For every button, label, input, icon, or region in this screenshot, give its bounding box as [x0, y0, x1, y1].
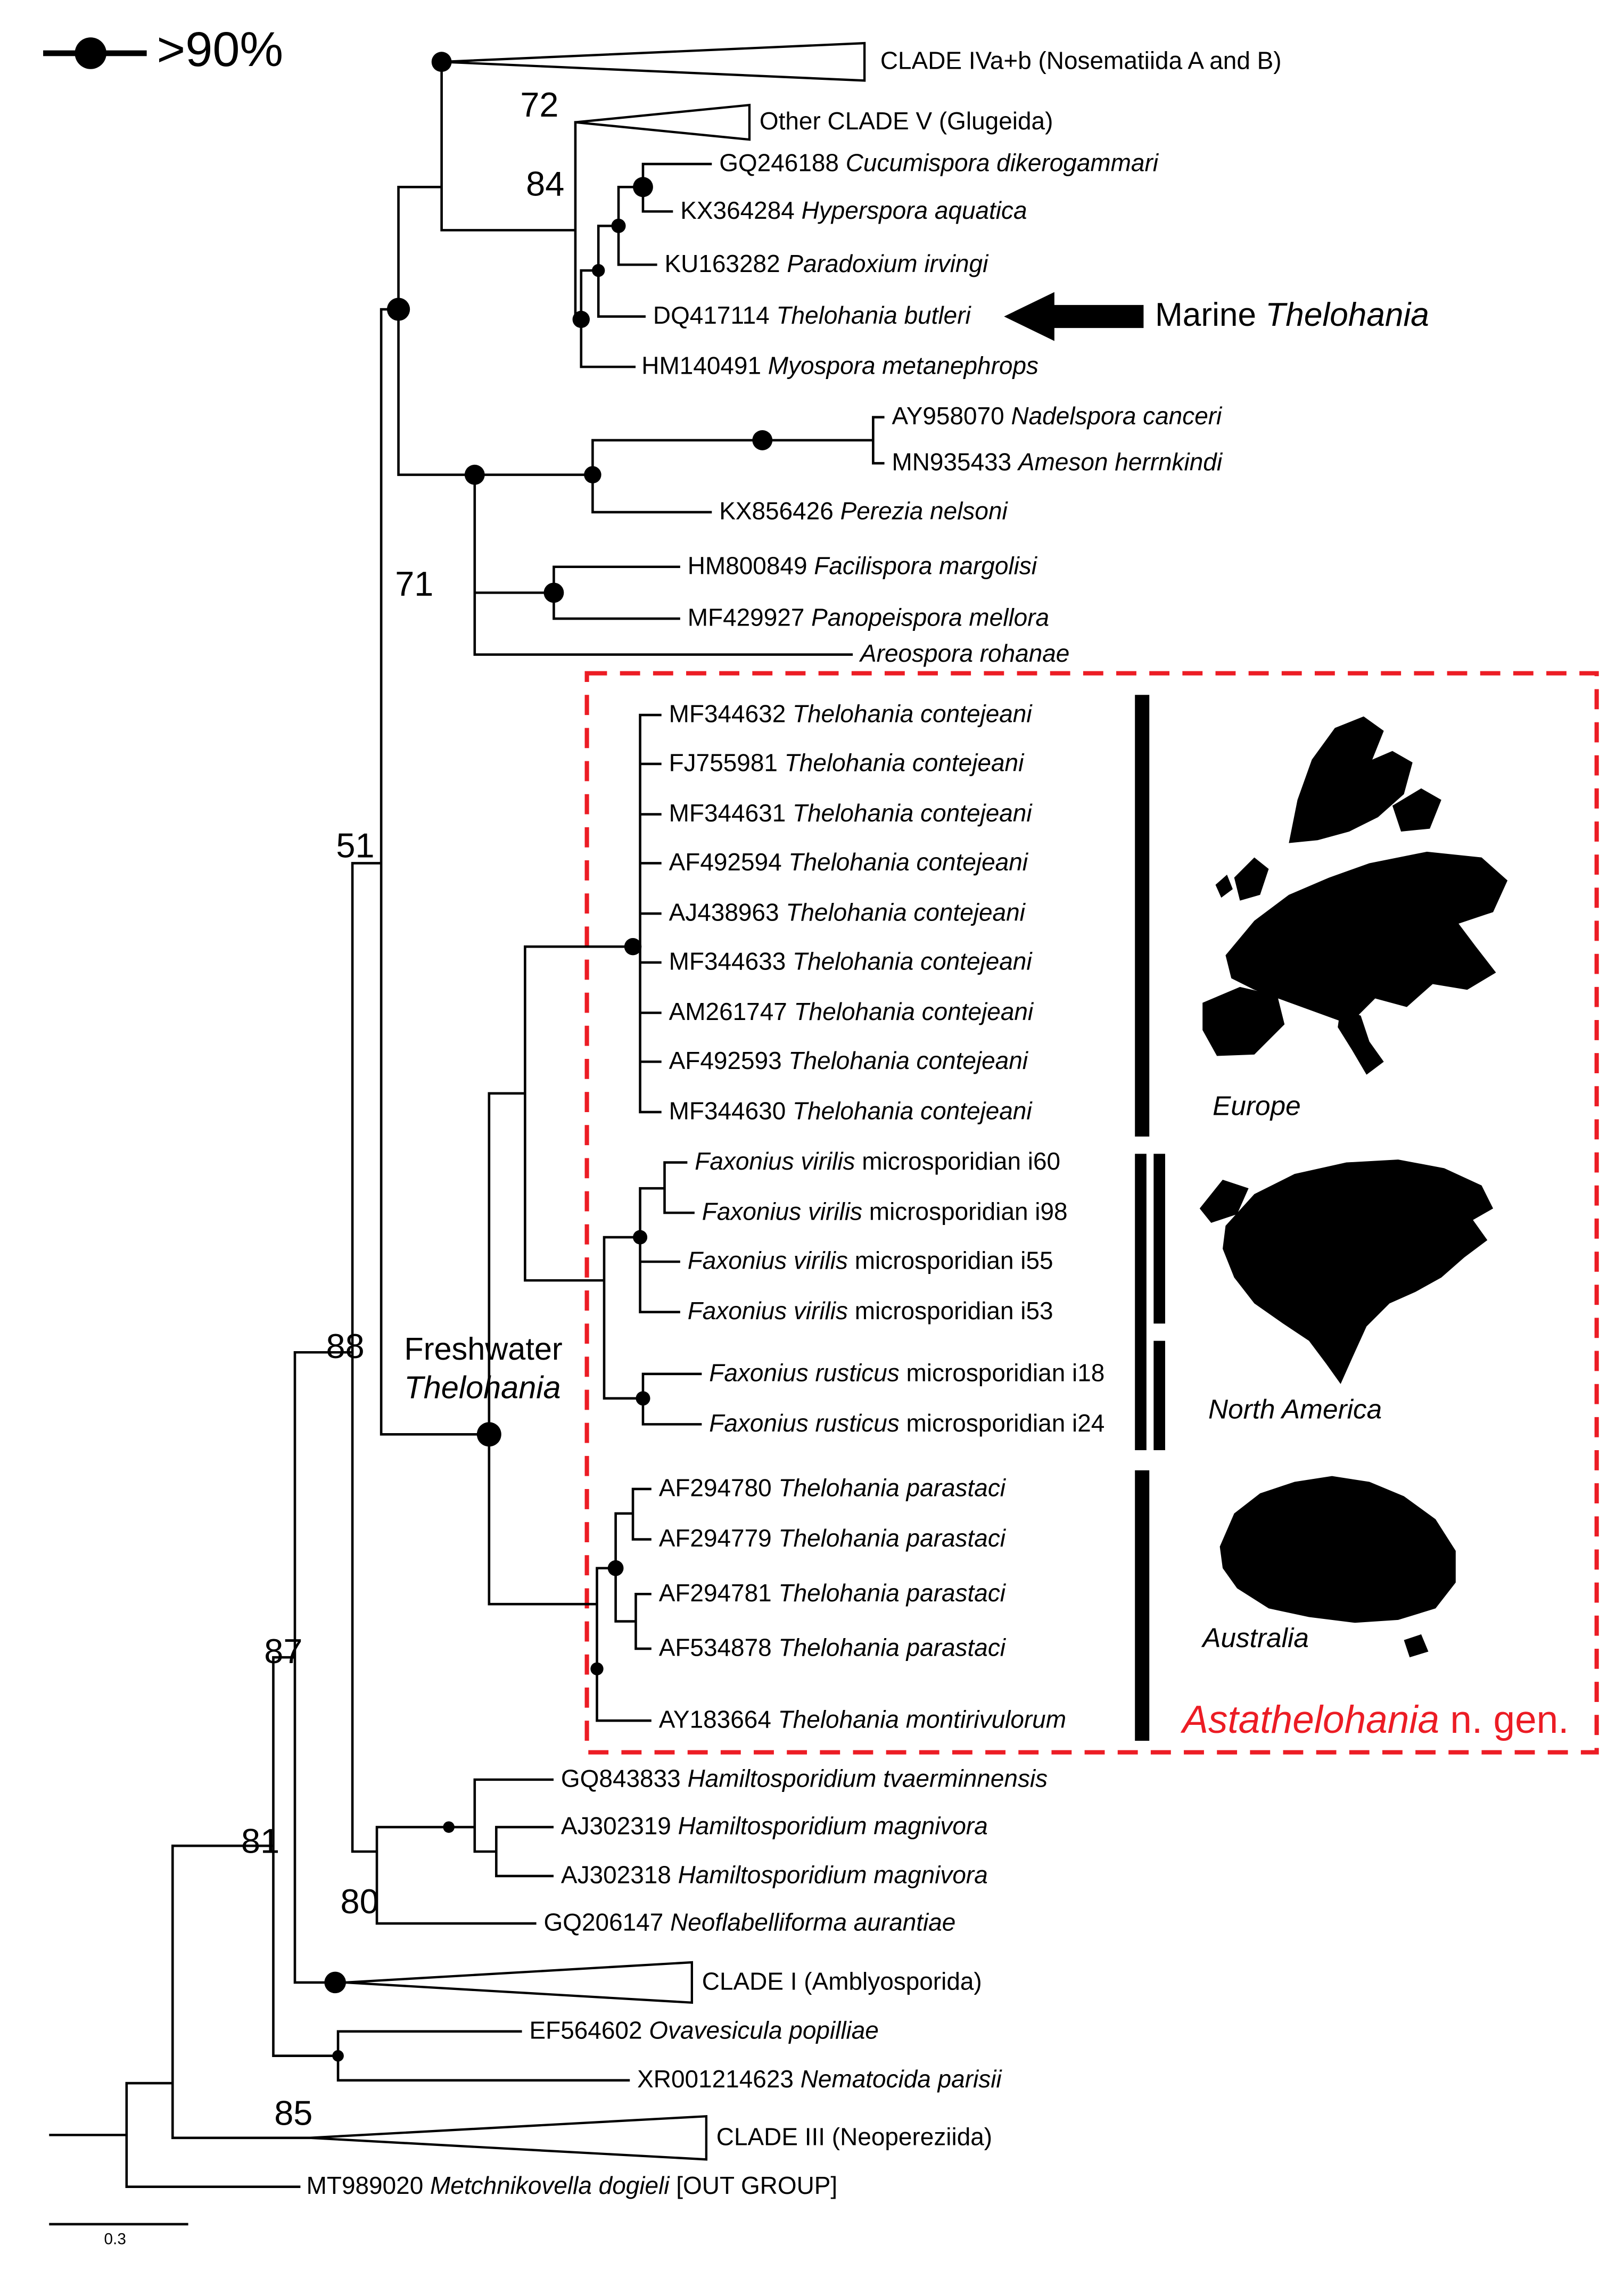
region-bars: [1135, 695, 1165, 1741]
tip-text-it: Thelohania contejeani: [794, 998, 1034, 1026]
tip-label: [669, 800, 1032, 829]
tip-text-it: Nematocida parisii: [800, 2066, 1002, 2093]
tip-text-pre: Other CLADE V (Glugeida): [759, 108, 1053, 136]
tip-text-it: Thelohania contejeani: [788, 1047, 1028, 1075]
tip-label: [892, 403, 1222, 432]
tip-text-it: Thelohania contejeani: [793, 800, 1032, 827]
tip-text-post: microsporidian i24: [899, 1410, 1105, 1437]
region-bar-virilis: [1153, 1154, 1165, 1323]
tip-text-it: Thelohania montirivulorum: [778, 1706, 1067, 1734]
freshwater-thelohania-label: [404, 1329, 562, 1407]
marine-thelohania-arrow-icon: [1004, 292, 1143, 341]
tip-label: [529, 2017, 878, 2046]
tip-text-pre: HM800849: [687, 552, 814, 580]
tip-label: [307, 2173, 838, 2201]
support-value: 72: [520, 86, 559, 126]
tree-branches: [51, 62, 884, 2224]
tip-text-it: Thelohania contejeani: [788, 849, 1028, 876]
tip-text-pre: MT989020: [306, 2172, 431, 2200]
tip-label: [719, 150, 1158, 178]
tip-label: [702, 1968, 982, 1997]
tip-label: [669, 899, 1025, 928]
tip-text-post: microsporidian i53: [848, 1297, 1053, 1325]
tip-text-pre: KX364284: [680, 197, 802, 225]
tip-label: [659, 1706, 1066, 1735]
tip-label: [669, 750, 1024, 778]
tip-label: [695, 1148, 1060, 1177]
tip-text-pre: KU163282: [664, 250, 787, 278]
support-value: 87: [264, 1633, 303, 1672]
tip-text-it: Myospora metanephrops: [768, 352, 1038, 380]
tip-text-it: Nadelspora canceri: [1011, 402, 1222, 431]
freshwater-label-italic: Thelohania: [404, 1369, 561, 1406]
tip-label: [716, 2124, 992, 2152]
tip-text-it: Faxonius rusticus: [709, 1359, 900, 1387]
europe-silhouette: [1202, 717, 1507, 1075]
tip-text-pre: AF492594: [669, 849, 789, 876]
new-genus-roman: n. gen.: [1439, 1698, 1569, 1742]
tip-text-pre: AF294779: [658, 1525, 779, 1552]
tip-text-it: Hamiltosporidium magnivora: [678, 1861, 988, 1889]
support-value: 71: [395, 565, 434, 605]
legend-label: >90%: [156, 23, 284, 78]
tip-text-post: microsporidian i98: [862, 1198, 1068, 1226]
tip-text-it: Cucumispora dikerogammari: [845, 150, 1159, 177]
tip-text-pre: AF534878: [658, 1634, 779, 1662]
tip-label: [688, 553, 1037, 581]
tip-text-pre: MF344630: [669, 1097, 793, 1125]
tip-text-it: Facilispora margolisi: [814, 552, 1037, 580]
tip-text-pre: AF294781: [658, 1580, 779, 1607]
tip-text-it: Thelohania contejeani: [793, 948, 1032, 976]
tip-label: [688, 1298, 1053, 1327]
tip-text-pre: AJ302318: [560, 1861, 678, 1889]
tip-text-it: Faxonius virilis: [695, 1148, 855, 1175]
tip-text-pre: AY183664: [658, 1706, 778, 1734]
tip-label: [709, 1410, 1104, 1438]
tip-text-it: Faxonius rusticus: [709, 1410, 900, 1437]
tip-label: [892, 449, 1222, 478]
legend-branch-dot: [43, 37, 147, 69]
north-america-silhouette: [1200, 1159, 1493, 1384]
tip-text-it: Ovavesicula popilliae: [649, 2017, 879, 2045]
tip-text-it: Hamiltosporidium tvaerminnensis: [687, 1765, 1048, 1793]
tip-label: [669, 849, 1028, 877]
tip-label: [702, 1198, 1068, 1227]
tip-label: [653, 302, 971, 331]
tip-text-it: Faxonius virilis: [687, 1247, 848, 1275]
support-value: 84: [526, 165, 565, 204]
tip-label: [637, 2066, 1001, 2095]
region-label: Europe: [1213, 1092, 1301, 1122]
tip-text-it: Faxonius virilis: [687, 1297, 848, 1325]
new-genus-label: [1182, 1698, 1569, 1743]
tip-text-it: Thelohania contejeani: [793, 701, 1032, 728]
tip-text-it: Neoflabelliforma aurantiae: [670, 1909, 956, 1937]
tip-text-pre: GQ206147: [543, 1909, 671, 1937]
tip-label: [669, 948, 1032, 977]
tip-label: [561, 1813, 988, 1841]
tip-text-it: Thelohania contejeani: [784, 749, 1024, 777]
support-value: 81: [241, 1822, 280, 1862]
tip-text-pre: HM140491: [641, 352, 768, 380]
tip-label: [860, 640, 1069, 669]
tip-label: [659, 1475, 1005, 1503]
tip-label: [880, 47, 1282, 76]
collapsed-clade-v-triangle: [575, 105, 749, 139]
region-label: Australia: [1202, 1624, 1309, 1655]
tip-label: [688, 604, 1049, 633]
tip-label: [665, 250, 988, 279]
tip-text-it: Perezia nelsoni: [840, 498, 1008, 525]
tip-text-it: Thelohania parastaci: [778, 1580, 1006, 1607]
tip-text-pre: CLADE III (Neopereziida): [716, 2123, 993, 2151]
tip-label: [659, 1634, 1005, 1663]
tip-text-pre: CLADE IVa+b (Nosematiida A and B): [880, 47, 1282, 75]
region-label: North America: [1208, 1395, 1382, 1426]
tip-text-pre: MF344631: [669, 800, 793, 827]
tip-text-it: Hamiltosporidium magnivora: [678, 1813, 988, 1840]
tip-text-pre: MN935433: [892, 449, 1019, 476]
tip-label: [544, 1909, 956, 1938]
tip-text-pre: KX856426: [719, 498, 840, 525]
tip-label: [659, 1580, 1005, 1608]
tip-text-it: Thelohania parastaci: [778, 1474, 1006, 1502]
support-value: 85: [274, 2094, 313, 2134]
tip-label: [669, 1098, 1032, 1126]
tip-text-it: Panopeispora mellora: [811, 604, 1050, 632]
tip-label: [669, 701, 1032, 729]
tip-text-it: Hyperspora aquatica: [801, 197, 1027, 225]
tip-text-it: Thelohania contejeani: [786, 899, 1025, 927]
tip-text-pre: DQ417114: [653, 302, 777, 330]
tip-text-it: Thelohania parastaci: [778, 1525, 1006, 1552]
tip-label: [760, 108, 1053, 137]
tip-text-pre: AJ302319: [560, 1813, 678, 1840]
tip-label: [709, 1360, 1104, 1388]
collapsed-clade-iva-b-triangle: [442, 43, 865, 80]
tip-text-pre: FJ755981: [669, 749, 785, 777]
tip-text-pre: AF294780: [658, 1474, 779, 1502]
tip-text-pre: AM261747: [669, 998, 794, 1026]
tip-text-post: [OUT GROUP]: [669, 2172, 838, 2200]
tip-text-it: Paradoxium irvingi: [787, 250, 988, 278]
tip-label: [680, 197, 1027, 226]
new-genus-italic: Astathelohania: [1182, 1698, 1440, 1742]
region-bar-europe: [1135, 695, 1149, 1137]
scale-bar-label: 0.3: [104, 2231, 126, 2249]
tip-label: [688, 1247, 1053, 1276]
tip-label: [719, 498, 1008, 527]
marine-thelohania-label: [1155, 295, 1429, 334]
tip-label: [669, 998, 1034, 1027]
region-bar-rusticus: [1153, 1341, 1165, 1450]
tip-text-pre: XR001214623: [637, 2066, 801, 2093]
tip-label: [641, 352, 1038, 381]
tip-text-pre: MF344633: [669, 948, 793, 976]
tip-text-post: microsporidian i55: [848, 1247, 1053, 1275]
tip-label: [659, 1525, 1005, 1554]
tip-text-pre: MF429927: [687, 604, 812, 632]
legend-support-dot: [75, 37, 106, 69]
tip-text-post: microsporidian i60: [855, 1148, 1061, 1175]
region-bar-north-america-left: [1135, 1154, 1147, 1450]
tip-text-pre: EF564602: [529, 2017, 649, 2045]
tip-text-pre: GQ843833: [560, 1765, 688, 1793]
tip-text-pre: CLADE I (Amblyosporida): [702, 1968, 982, 1996]
tip-label: [561, 1765, 1048, 1794]
tip-text-pre: AF492593: [669, 1047, 789, 1075]
tip-text-post: microsporidian i18: [899, 1359, 1105, 1387]
support-value: 88: [326, 1328, 365, 1367]
tip-text-pre: GQ246188: [719, 150, 846, 177]
support-value: 80: [340, 1883, 379, 1922]
freshwater-label-roman: Freshwater: [404, 1330, 563, 1367]
tip-text-it: Faxonius virilis: [702, 1198, 863, 1226]
tip-text-it: Areospora rohanae: [860, 640, 1070, 668]
marine-label-italic: Thelohania: [1265, 295, 1429, 333]
tip-text-it: Ameson herrnkindi: [1018, 449, 1223, 476]
tip-label: [669, 1047, 1028, 1076]
tip-text-it: Metchnikovella dogieli: [430, 2172, 670, 2200]
collapsed-clade-i-triangle: [345, 1962, 692, 2003]
tip-label: [561, 1862, 988, 1890]
support-value: 51: [336, 827, 375, 866]
tip-text-it: Thelohania butleri: [776, 302, 971, 330]
tip-text-pre: AY958070: [892, 402, 1011, 431]
marine-label-roman: Marine: [1155, 295, 1266, 333]
tip-text-pre: MF344632: [669, 701, 793, 728]
tip-text-it: Thelohania contejeani: [793, 1097, 1032, 1125]
tip-text-pre: AJ438963: [669, 899, 786, 927]
tip-text-it: Thelohania parastaci: [778, 1634, 1006, 1662]
region-bar-australia: [1135, 1470, 1149, 1741]
collapsed-clade-iii-triangle: [309, 2116, 706, 2159]
